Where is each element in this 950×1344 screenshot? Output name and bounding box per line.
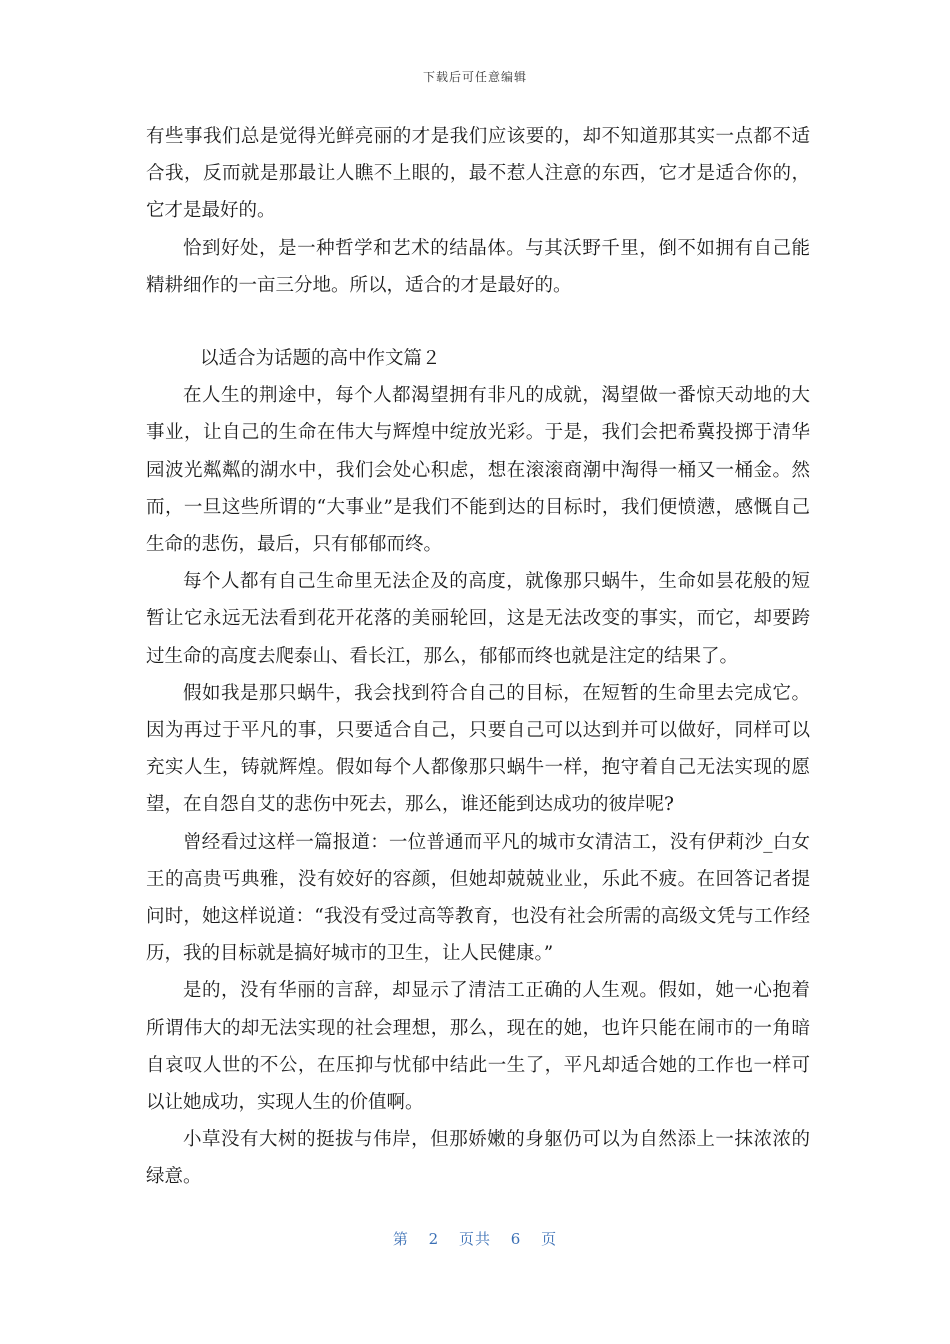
intro-paragraph-2: 恰到好处，是一种哲学和艺术的结晶体。与其沃野千里，倒不如拥有自己能精耕细作的一亩三分地。所以，适合的才是最好的。 xyxy=(146,237,810,296)
body-paragraph-4: 曾经看过这样一篇报道：一位普通而平凡的城市女清洁工，没有伊莉沙_白女王的高贵丐典雅，没有姣好的容颜，但她却兢兢业业，乐此不疲。在回答记者提问时，她这样说道：“我没有受过高等教育，也没有社会所需的高级文凭与工作经历，我的目标就是搞好城市的卫生，让人民健康。” xyxy=(146,831,810,965)
section-spacer xyxy=(146,304,810,340)
body-paragraph-5: 是的，没有华丽的言辞，却显示了清洁工正确的人生观。假如，她一心抱着所谓伟大的却无法实现的社会理想，那么，现在的她，也许只能在闹市的一角暗自哀叹人世的不公，在压抑与忧郁中结此一生了，平凡却适合她的工作也一样可以让她成功，实现人生的价值啊。 xyxy=(146,980,810,1114)
document-body xyxy=(146,118,810,1196)
body-paragraph-1: 在人生的荆途中，每个人都渴望拥有非凡的成就，渴望做一番惊天动地的大事业，让自己的生命在伟大与辉煌中绽放光彩。于是，我们会把希冀投掷于清华园波光粼粼的湖水中，我们会处心积虑，想在滚滚商潮中淘得一桶又一桶金。然而，一旦这些所谓的“大事业”是我们不能到达的目标时，我们便愤懑，感慨自己生命的悲伤，最后，只有郁郁而终。 xyxy=(146,385,810,556)
page-header-note: 下载后可任意编辑 xyxy=(422,70,527,84)
body-paragraph-6: 小草没有大树的挺拔与伟岸，但那娇嫩的身躯仍可以为自然添上一抹浓浓的绿意。 xyxy=(146,1129,810,1188)
body-paragraph-3: 假如我是那只蜗牛，我会找到符合自己的目标，在短暂的生命里去完成它。因为再过于平凡的事，只要适合自己，只要自己可以达到并可以做好，同样可以充实人生，铸就辉煌。假如每个人都像那只蜗牛一样，抱守着自己无法实现的愿望，在自怨自艾的悲伤中死去，那么，谁还能到达成功的彼岸呢? xyxy=(146,682,810,816)
body-paragraph-2: 每个人都有自己生命里无法企及的高度，就像那只蜗牛，生命如昙花般的短暂让它永远无法看到花开花落的美丽轮回，这是无法改变的事实，而它，却要跨过生命的高度去爬泰山、看长江，那么，郁郁而终也就是注定的结果了。 xyxy=(146,571,810,667)
page-number-footer: 第 2 页共 6 页 xyxy=(392,1230,558,1248)
section-title: 以适合为话题的高中作文篇２ xyxy=(200,348,441,370)
intro-paragraph-1: 有些事我们总是觉得光鲜亮丽的才是我们应该要的，却不知道那其实一点都不适合我，反而就是那最让人瞧不上眼的，最不惹人注意的东西，它才是适合你的，它才是最好的。 xyxy=(146,126,810,222)
